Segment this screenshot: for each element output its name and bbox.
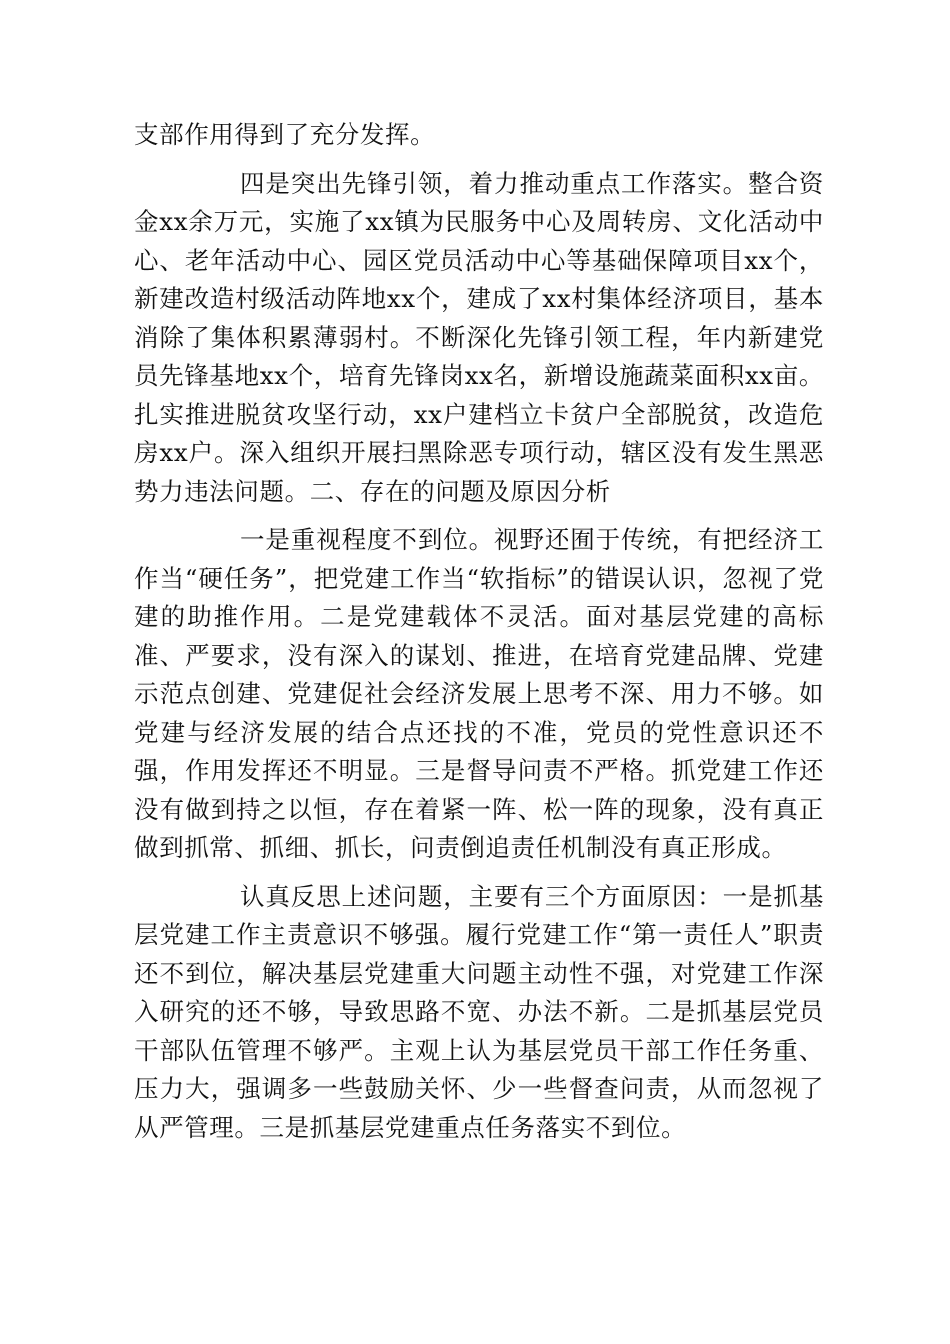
document-body xyxy=(134,116,824,1147)
paragraph-problems: 一是重视程度不到位。视野还囿于传统，有把经济工作当“硬任务”，把党建工作当“软指标”的错误认识，忽视了党建的助推作用。二是党建载体不灵活。面对基层党建的高标准、严要求，没有深入的谋划、推进，在培育党建品牌、党建示范点创建、党建促社会经济发展上思考不深、用力不够。如党建与经济发展的结合点还找的不准，党员的党性意识还不强，作用发挥还不明显。三是督导问责不严格。抓党建工作还没有做到持之以恒，存在着紧一阵、松一阵的现象，没有真正做到抓常、抓细、抓长，问责倒追责任机制没有真正形成。 xyxy=(134,525,824,862)
paragraph-pioneer-leading: 四是突出先锋引领，着力推动重点工作落实。整合资金xx余万元，实施了xx镇为民服务中心及周转房、文化活动中心、老年活动中心、园区党员活动中心等基础保障项目xx个，新建改造村级活动阵地xx个，建成了xx村集体经济项目，基本消除了集体积累薄弱村。不断深化先锋引领工程，年内新建党员先锋基地xx个，培育先锋岗xx名，新增设施蔬菜面积xx亩。扎实推进脱贫攻坚行动，xx户建档立卡贫户全部脱贫，改造危房xx户。深入组织开展扫黑除恶专项行动，辖区没有发生黑恶势力违法问题。二、存在的问题及原因分析 xyxy=(134,168,824,506)
paragraph-reasons: 认真反思上述问题，主要有三个方面原因：一是抓基层党建工作主责意识不够强。履行党建工作“第一责任人”职责还不到位，解决基层党建重大问题主动性不强，对党建工作深入研究的还不够，导致思路不宽、办法不新。二是抓基层党员干部队伍管理不够严。主观上认为基层党员干部工作任务重、压力大，强调多一些鼓励关怀、少一些督查问责，从而忽视了从严管理。三是抓基层党建重点任务落实不到位。 xyxy=(134,881,824,1142)
paragraph-continuation: 支部作用得到了充分发挥。 xyxy=(134,120,436,149)
